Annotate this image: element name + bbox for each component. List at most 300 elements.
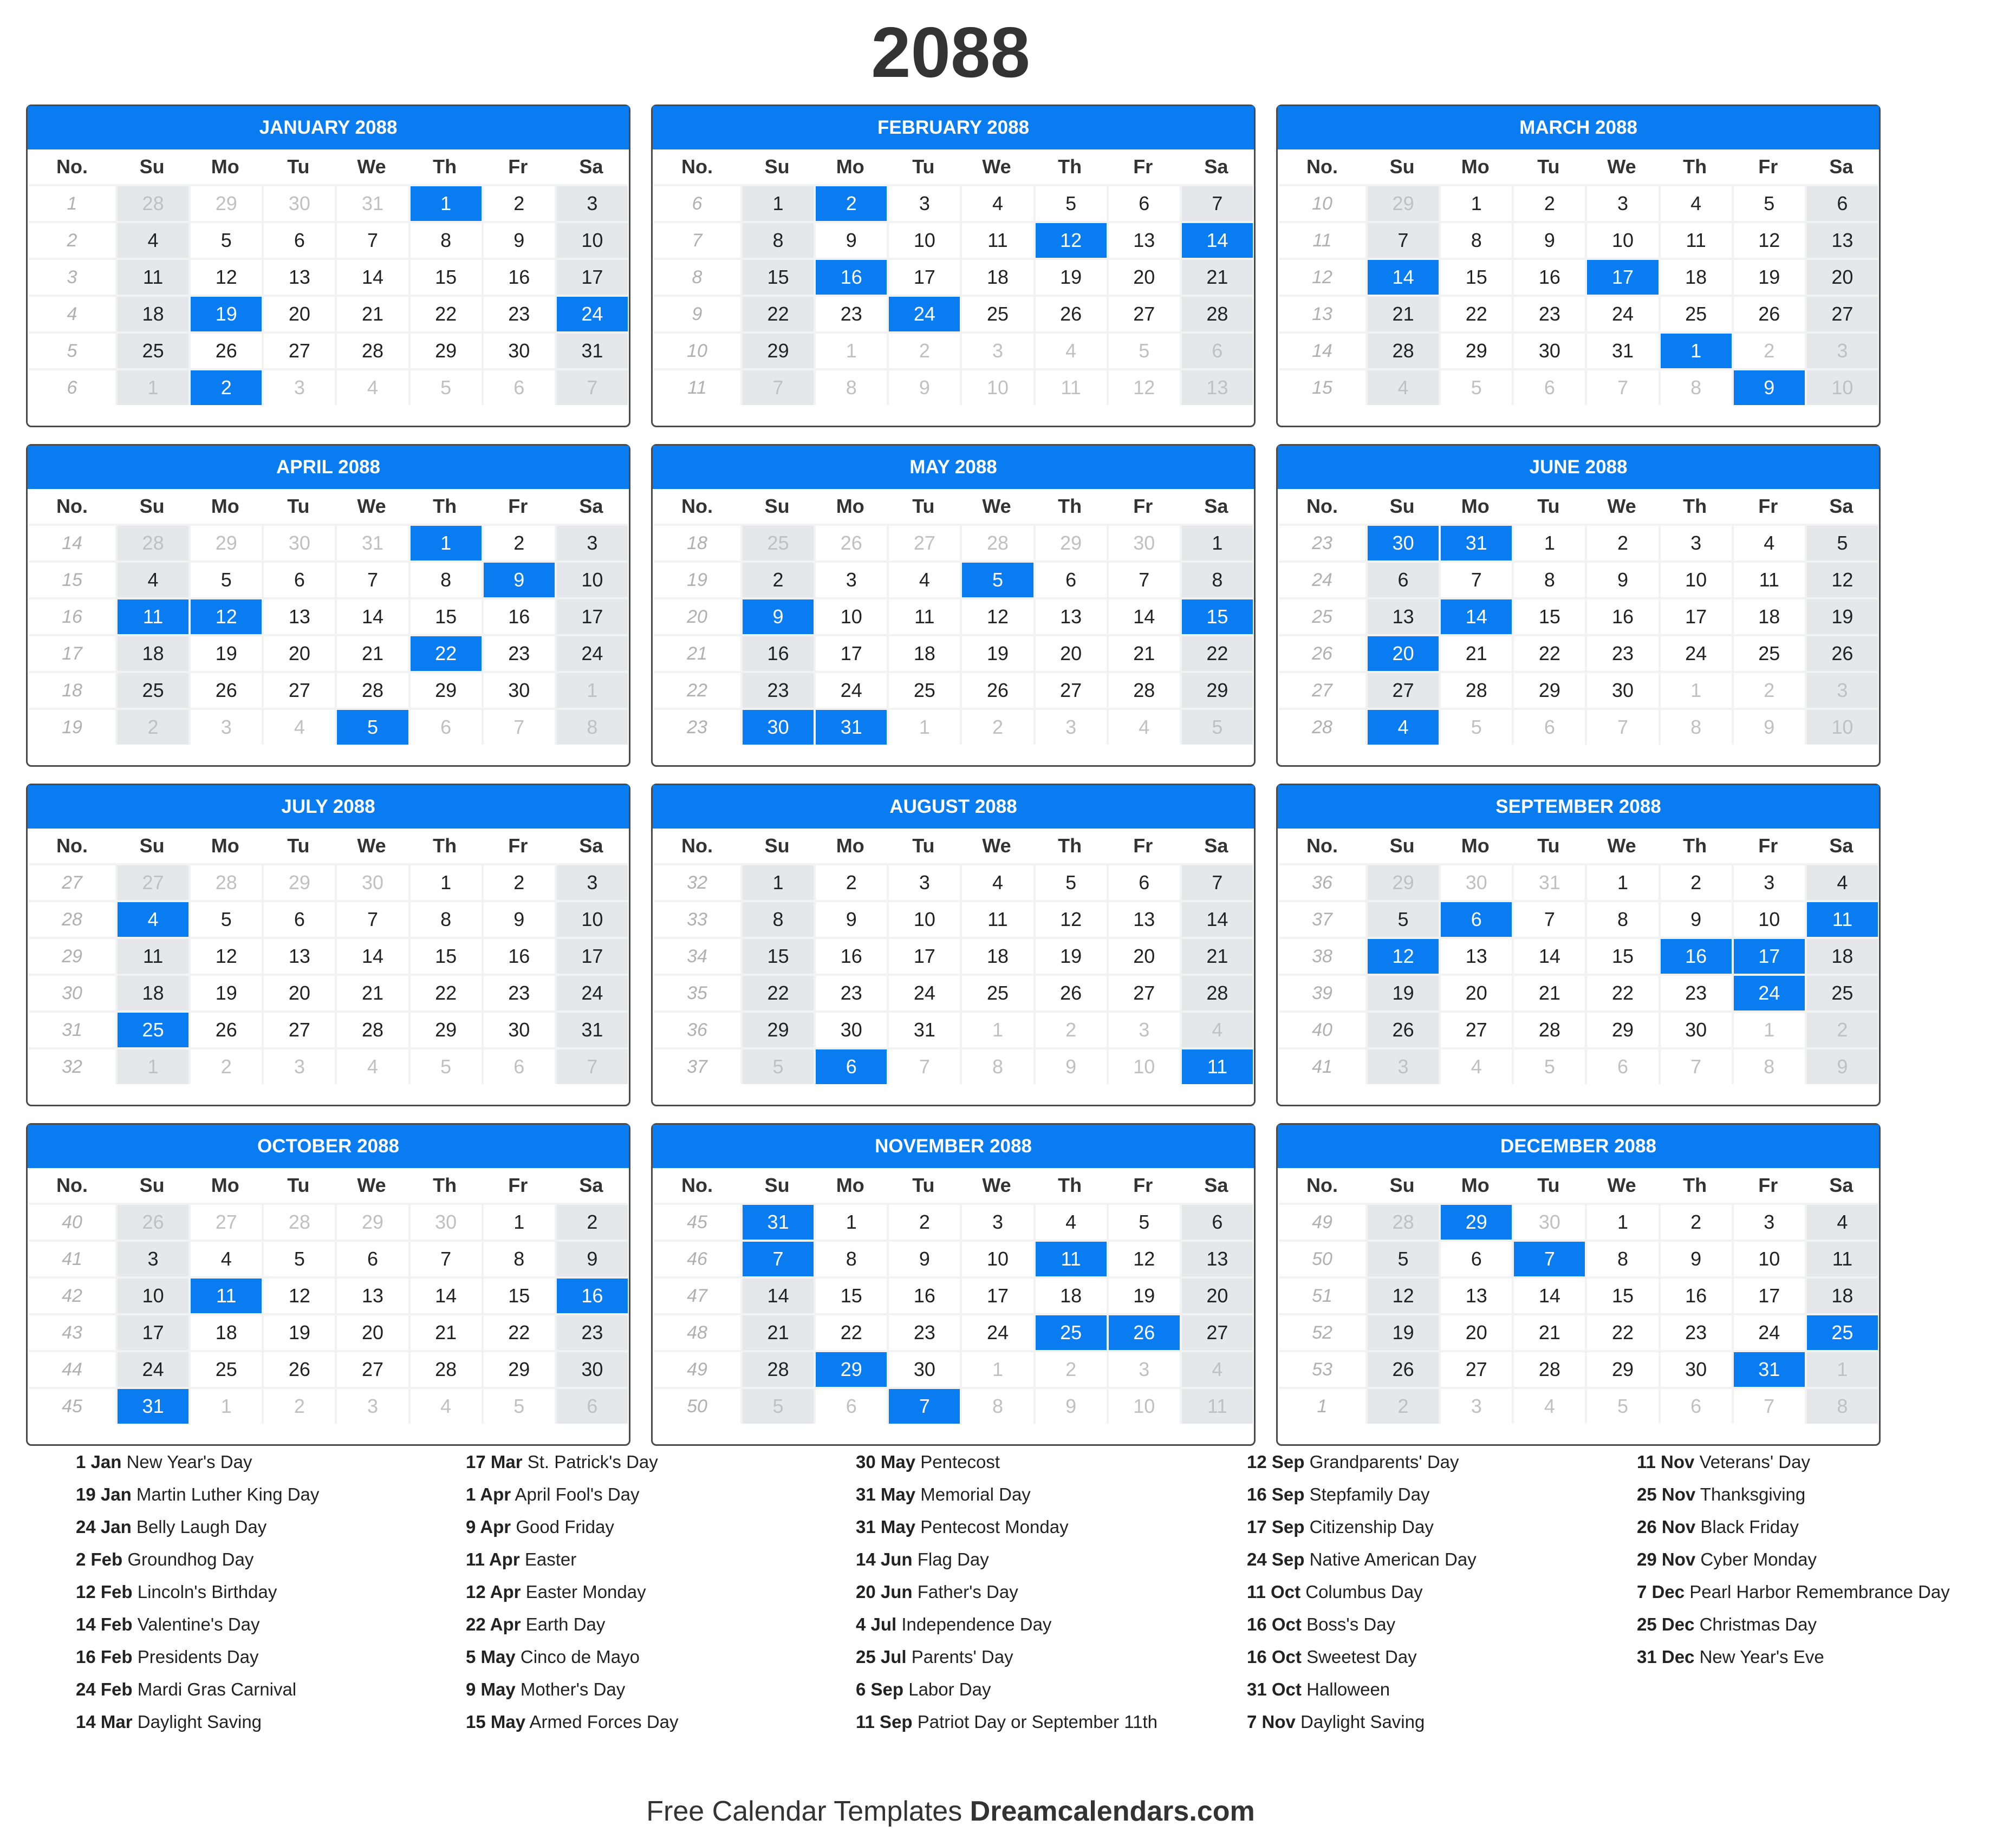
holiday-date: 31 May	[856, 1484, 916, 1504]
day-cell: 9	[1033, 1047, 1107, 1084]
week-number: 6	[654, 184, 740, 221]
day-cell: 20	[335, 1313, 408, 1350]
day-cell: 21	[1439, 634, 1512, 671]
month-grid	[1278, 489, 1879, 745]
holiday-date: 16 Oct	[1247, 1614, 1302, 1634]
day-cell: 1	[1732, 1010, 1805, 1047]
day-cell: 2	[482, 524, 555, 560]
week-number: 32	[654, 863, 740, 900]
holiday-date: 24 Sep	[1247, 1549, 1305, 1569]
holiday-day-cell: 12	[188, 597, 262, 634]
day-cell: 1	[1659, 671, 1732, 708]
day-cell: 5	[188, 900, 262, 937]
day-cell: 8	[555, 708, 628, 745]
day-cell: 28	[1180, 295, 1253, 331]
holiday-day-cell: 1	[1659, 331, 1732, 368]
day-header: Sa	[579, 495, 603, 517]
footer	[0, 1795, 1901, 1828]
day-cell: 2	[1033, 1350, 1107, 1387]
day-cell: 23	[814, 295, 887, 331]
day-cell: 1	[814, 1203, 887, 1240]
day-cell: 17	[1732, 1276, 1805, 1313]
day-cell: 18	[115, 634, 188, 671]
day-cell: 15	[814, 1276, 887, 1313]
day-cell: 28	[1512, 1350, 1585, 1387]
day-cell: 26	[1033, 974, 1107, 1010]
day-cell: 20	[1439, 974, 1512, 1010]
day-cell: 18	[188, 1313, 262, 1350]
holiday-name: Armed Forces Day	[529, 1712, 679, 1732]
day-cell: 5	[408, 368, 482, 405]
day-cell: 28	[188, 863, 262, 900]
day-cell: 21	[408, 1313, 482, 1350]
day-header: Fr	[1758, 1174, 1778, 1196]
day-cell: 10	[555, 560, 628, 597]
day-cell: 11	[960, 221, 1033, 258]
day-cell: 9	[1732, 708, 1805, 745]
day-cell: 11	[960, 900, 1033, 937]
day-cell: 7	[555, 368, 628, 405]
week-number: 29	[29, 937, 115, 974]
day-cell: 18	[1033, 1276, 1107, 1313]
day-header: No.	[1306, 1174, 1338, 1196]
holiday-name: Columbus Day	[1305, 1582, 1423, 1602]
week-number: 41	[1279, 1047, 1365, 1084]
day-header: Sa	[1204, 834, 1228, 857]
month-grid	[28, 149, 629, 405]
day-header: Sa	[1204, 155, 1228, 178]
day-cell: 3	[262, 1047, 335, 1084]
holiday-day-cell: 11	[1805, 900, 1878, 937]
day-cell: 23	[482, 295, 555, 331]
holiday-name: Citizenship Day	[1309, 1517, 1434, 1537]
day-cell: 3	[1732, 863, 1805, 900]
day-cell: 10	[1107, 1387, 1180, 1424]
week-number: 27	[29, 863, 115, 900]
day-cell: 22	[1512, 634, 1585, 671]
day-cell: 13	[1180, 368, 1253, 405]
day-cell: 16	[1585, 597, 1658, 634]
day-cell: 1	[1585, 863, 1658, 900]
day-cell: 26	[262, 1350, 335, 1387]
holiday-name: Mardi Gras Carnival	[137, 1679, 297, 1699]
day-cell: 7	[1585, 368, 1658, 405]
day-cell: 3	[335, 1387, 408, 1424]
day-cell: 6	[1180, 331, 1253, 368]
day-header: No.	[681, 834, 713, 857]
week-number: 52	[1279, 1313, 1365, 1350]
day-cell: 14	[1180, 900, 1253, 937]
holiday-name: Presidents Day	[137, 1647, 259, 1667]
day-cell: 13	[262, 597, 335, 634]
day-cell: 14	[335, 258, 408, 295]
day-cell: 5	[1365, 1240, 1439, 1276]
day-cell: 19	[262, 1313, 335, 1350]
month-9	[1276, 784, 1881, 1106]
footer-prefix: Free Calendar Templates	[646, 1796, 963, 1827]
day-cell: 25	[887, 671, 960, 708]
day-cell: 26	[188, 671, 262, 708]
day-cell: 8	[1659, 708, 1732, 745]
day-header: No.	[681, 1174, 713, 1196]
week-number: 11	[654, 368, 740, 405]
day-cell: 1	[482, 1203, 555, 1240]
day-cell: 26	[1365, 1010, 1439, 1047]
day-cell: 31	[555, 1010, 628, 1047]
holiday-item	[1247, 1711, 1626, 1733]
week-number: 9	[654, 295, 740, 331]
week-number: 30	[29, 974, 115, 1010]
holiday-item	[466, 1646, 845, 1668]
day-cell: 2	[262, 1387, 335, 1424]
day-cell: 2	[960, 708, 1033, 745]
day-cell: 3	[1107, 1010, 1180, 1047]
holiday-day-cell: 15	[1180, 597, 1253, 634]
holiday-name: Cyber Monday	[1700, 1549, 1817, 1569]
day-cell: 31	[335, 524, 408, 560]
day-cell: 19	[1732, 258, 1805, 295]
day-cell: 6	[262, 900, 335, 937]
day-cell: 4	[960, 863, 1033, 900]
holiday-date: 25 Jul	[856, 1647, 907, 1667]
day-header: Fr	[508, 1174, 528, 1196]
day-cell: 3	[555, 863, 628, 900]
holiday-name: Patriot Day or September 11th	[917, 1712, 1158, 1732]
day-cell: 3	[960, 1203, 1033, 1240]
day-cell: 9	[555, 1240, 628, 1276]
week-number: 33	[654, 900, 740, 937]
day-header: Mo	[836, 1174, 864, 1196]
day-cell: 14	[1107, 597, 1180, 634]
holiday-day-cell: 5	[960, 560, 1033, 597]
day-cell: 8	[1512, 560, 1585, 597]
holiday-item	[76, 1646, 455, 1668]
day-cell: 16	[814, 937, 887, 974]
day-cell: 5	[1180, 708, 1253, 745]
day-cell: 21	[1365, 295, 1439, 331]
day-header: Sa	[1204, 1174, 1228, 1196]
day-cell: 16	[482, 258, 555, 295]
holiday-day-cell: 31	[814, 708, 887, 745]
holiday-day-cell: 31	[740, 1203, 814, 1240]
day-cell: 8	[814, 1240, 887, 1276]
holiday-day-cell: 25	[115, 1010, 188, 1047]
holiday-item	[856, 1581, 1235, 1603]
holiday-day-cell: 14	[1180, 221, 1253, 258]
holiday-item	[1637, 1484, 2016, 1505]
day-cell: 28	[1439, 671, 1512, 708]
day-header: Fr	[1758, 155, 1778, 178]
week-number: 18	[654, 524, 740, 560]
day-cell: 26	[1805, 634, 1878, 671]
holiday-name: April Fool's Day	[515, 1484, 640, 1504]
day-header: We	[357, 834, 386, 857]
day-cell: 4	[1033, 1203, 1107, 1240]
month-grid	[28, 829, 629, 1084]
month-grid	[653, 489, 1254, 745]
holiday-day-cell: 24	[887, 295, 960, 331]
day-cell: 17	[814, 634, 887, 671]
day-cell: 29	[408, 671, 482, 708]
day-header: Th	[1683, 834, 1707, 857]
day-cell: 2	[1659, 1203, 1732, 1240]
holiday-day-cell: 5	[335, 708, 408, 745]
week-number: 49	[654, 1350, 740, 1387]
day-header: Fr	[1133, 834, 1153, 857]
month-3	[1276, 105, 1881, 427]
week-number: 7	[654, 221, 740, 258]
day-cell: 7	[887, 1047, 960, 1084]
holiday-day-cell: 31	[1439, 524, 1512, 560]
day-cell: 9	[887, 368, 960, 405]
day-header: We	[1607, 495, 1636, 517]
day-cell: 30	[262, 184, 335, 221]
month-grid	[28, 1168, 629, 1424]
holiday-date: 14 Jun	[856, 1549, 913, 1569]
day-cell: 3	[115, 1240, 188, 1276]
day-cell: 3	[1805, 671, 1878, 708]
day-cell: 17	[555, 937, 628, 974]
holiday-day-cell: 24	[555, 295, 628, 331]
day-cell: 21	[335, 634, 408, 671]
day-cell: 16	[1512, 258, 1585, 295]
day-cell: 28	[1365, 331, 1439, 368]
day-cell: 8	[740, 900, 814, 937]
day-cell: 22	[1439, 295, 1512, 331]
day-cell: 18	[115, 974, 188, 1010]
holiday-date: 24 Jan	[76, 1517, 132, 1537]
day-cell: 10	[1805, 368, 1878, 405]
holiday-item	[466, 1549, 845, 1570]
day-cell: 22	[1585, 1313, 1658, 1350]
day-header: Mo	[1461, 1174, 1490, 1196]
week-number: 44	[29, 1350, 115, 1387]
day-cell: 29	[335, 1203, 408, 1240]
day-cell: 26	[1033, 295, 1107, 331]
day-cell: 29	[1365, 184, 1439, 221]
holiday-name: Valentine's Day	[137, 1614, 260, 1634]
holiday-day-cell: 11	[115, 597, 188, 634]
holiday-day-cell: 4	[1365, 708, 1439, 745]
holiday-date: 30 May	[856, 1452, 916, 1472]
day-cell: 7	[335, 221, 408, 258]
week-number: 15	[29, 560, 115, 597]
day-cell: 2	[1732, 671, 1805, 708]
holiday-name: Veterans' Day	[1699, 1452, 1810, 1472]
day-cell: 24	[960, 1313, 1033, 1350]
day-cell: 6	[1512, 708, 1585, 745]
day-cell: 10	[555, 900, 628, 937]
day-header: Fr	[1133, 1174, 1153, 1196]
holiday-day-cell: 16	[814, 258, 887, 295]
day-cell: 31	[1585, 331, 1658, 368]
day-header: Th	[433, 155, 457, 178]
holiday-date: 9 Apr	[466, 1517, 511, 1537]
holiday-item	[76, 1581, 455, 1603]
day-cell: 15	[740, 937, 814, 974]
holiday-name: Parents' Day	[911, 1647, 1013, 1667]
day-cell: 10	[1659, 560, 1732, 597]
day-cell: 13	[1033, 597, 1107, 634]
day-cell: 4	[1439, 1047, 1512, 1084]
day-cell: 31	[555, 331, 628, 368]
day-cell: 12	[262, 1276, 335, 1313]
day-cell: 26	[814, 524, 887, 560]
day-header: Fr	[1758, 834, 1778, 857]
month-12	[1276, 1123, 1881, 1446]
day-cell: 14	[335, 597, 408, 634]
month-grid	[653, 829, 1254, 1084]
holiday-date: 11 Apr	[466, 1549, 520, 1569]
holiday-item	[1637, 1516, 2016, 1538]
holiday-day-cell: 12	[1033, 221, 1107, 258]
holiday-day-cell: 9	[740, 597, 814, 634]
day-header: We	[982, 495, 1011, 517]
day-cell: 3	[188, 708, 262, 745]
week-number: 1	[29, 184, 115, 221]
week-number: 46	[654, 1240, 740, 1276]
month-title: DECEMBER 2088	[1278, 1125, 1879, 1168]
day-cell: 8	[960, 1387, 1033, 1424]
day-header: Mo	[211, 834, 239, 857]
holiday-day-cell: 1	[408, 184, 482, 221]
day-cell: 16	[740, 634, 814, 671]
holiday-date: 12 Sep	[1247, 1452, 1305, 1472]
week-number: 31	[29, 1010, 115, 1047]
day-cell: 3	[1033, 708, 1107, 745]
day-cell: 10	[115, 1276, 188, 1313]
holiday-day-cell: 25	[1805, 1313, 1878, 1350]
day-cell: 28	[1180, 974, 1253, 1010]
week-number: 1	[1279, 1387, 1365, 1424]
holiday-day-cell: 11	[1180, 1047, 1253, 1084]
holiday-date: 2 Feb	[76, 1549, 123, 1569]
day-header: Mo	[836, 495, 864, 517]
day-cell: 15	[1585, 937, 1658, 974]
holiday-day-cell: 11	[188, 1276, 262, 1313]
day-cell: 2	[814, 863, 887, 900]
day-cell: 11	[1033, 368, 1107, 405]
month-grid	[1278, 149, 1879, 405]
holiday-item	[856, 1516, 1235, 1538]
day-header: We	[1607, 834, 1636, 857]
day-cell: 24	[555, 974, 628, 1010]
day-cell: 27	[1033, 671, 1107, 708]
day-cell: 4	[115, 221, 188, 258]
holiday-day-cell: 6	[814, 1047, 887, 1084]
holiday-day-cell: 26	[1107, 1313, 1180, 1350]
day-cell: 4	[335, 1047, 408, 1084]
day-cell: 24	[1585, 295, 1658, 331]
week-number: 36	[654, 1010, 740, 1047]
day-cell: 26	[1732, 295, 1805, 331]
week-number: 27	[1279, 671, 1365, 708]
day-cell: 10	[814, 597, 887, 634]
holiday-item	[1247, 1451, 1626, 1473]
day-cell: 30	[262, 524, 335, 560]
day-cell: 4	[1180, 1010, 1253, 1047]
day-cell: 5	[1732, 184, 1805, 221]
day-cell: 25	[1805, 974, 1878, 1010]
day-cell: 1	[1585, 1203, 1658, 1240]
day-cell: 3	[262, 368, 335, 405]
day-cell: 14	[1512, 1276, 1585, 1313]
day-cell: 19	[960, 634, 1033, 671]
holiday-date: 16 Sep	[1247, 1484, 1305, 1504]
holiday-day-cell: 16	[1659, 937, 1732, 974]
day-header: Th	[1058, 1174, 1082, 1196]
holiday-date: 19 Jan	[76, 1484, 132, 1504]
day-cell: 30	[555, 1350, 628, 1387]
holiday-day-cell: 31	[115, 1387, 188, 1424]
holiday-item	[1247, 1646, 1626, 1668]
holiday-date: 15 May	[466, 1712, 526, 1732]
day-cell: 18	[887, 634, 960, 671]
day-cell: 23	[740, 671, 814, 708]
day-cell: 8	[408, 900, 482, 937]
week-number: 49	[1279, 1203, 1365, 1240]
day-cell: 6	[1585, 1047, 1658, 1084]
month-title: JULY 2088	[28, 785, 629, 829]
day-header: Th	[1058, 155, 1082, 178]
day-cell: 26	[960, 671, 1033, 708]
holiday-day-cell: 1	[408, 524, 482, 560]
day-cell: 19	[1365, 974, 1439, 1010]
day-header: Fr	[508, 155, 528, 178]
holiday-date: 12 Apr	[466, 1582, 521, 1602]
day-cell: 28	[335, 1010, 408, 1047]
week-number: 6	[29, 368, 115, 405]
day-cell: 29	[188, 184, 262, 221]
holiday-column	[856, 1451, 1235, 1744]
day-cell: 9	[1659, 1240, 1732, 1276]
day-header: Tu	[287, 834, 310, 857]
day-cell: 5	[408, 1047, 482, 1084]
day-cell: 9	[1805, 1047, 1878, 1084]
month-4	[26, 444, 630, 767]
day-header: No.	[1306, 834, 1338, 857]
holiday-day-cell: 25	[1033, 1313, 1107, 1350]
week-number: 19	[654, 560, 740, 597]
day-cell: 7	[1180, 863, 1253, 900]
day-cell: 23	[482, 974, 555, 1010]
holiday-date: 16 Feb	[76, 1647, 133, 1667]
day-cell: 28	[262, 1203, 335, 1240]
day-header: No.	[1306, 155, 1338, 178]
day-header: Su	[139, 1174, 165, 1196]
week-number: 37	[1279, 900, 1365, 937]
day-cell: 15	[1439, 258, 1512, 295]
day-cell: 5	[188, 560, 262, 597]
holiday-name: Easter Monday	[525, 1582, 646, 1602]
day-cell: 5	[1365, 900, 1439, 937]
day-header: Mo	[1461, 155, 1490, 178]
day-header: Su	[1389, 1174, 1415, 1196]
day-cell: 5	[482, 1387, 555, 1424]
day-header: Sa	[579, 834, 603, 857]
day-cell: 2	[740, 560, 814, 597]
holiday-name: Groundhog Day	[127, 1549, 254, 1569]
holiday-day-cell: 7	[1512, 1240, 1585, 1276]
day-cell: 28	[1512, 1010, 1585, 1047]
holiday-item	[76, 1711, 455, 1733]
day-header: Mo	[836, 834, 864, 857]
holiday-name: Father's Day	[917, 1582, 1018, 1602]
day-cell: 14	[335, 937, 408, 974]
day-header: We	[982, 834, 1011, 857]
holiday-item	[466, 1679, 845, 1700]
holiday-date: 1 Apr	[466, 1484, 511, 1504]
